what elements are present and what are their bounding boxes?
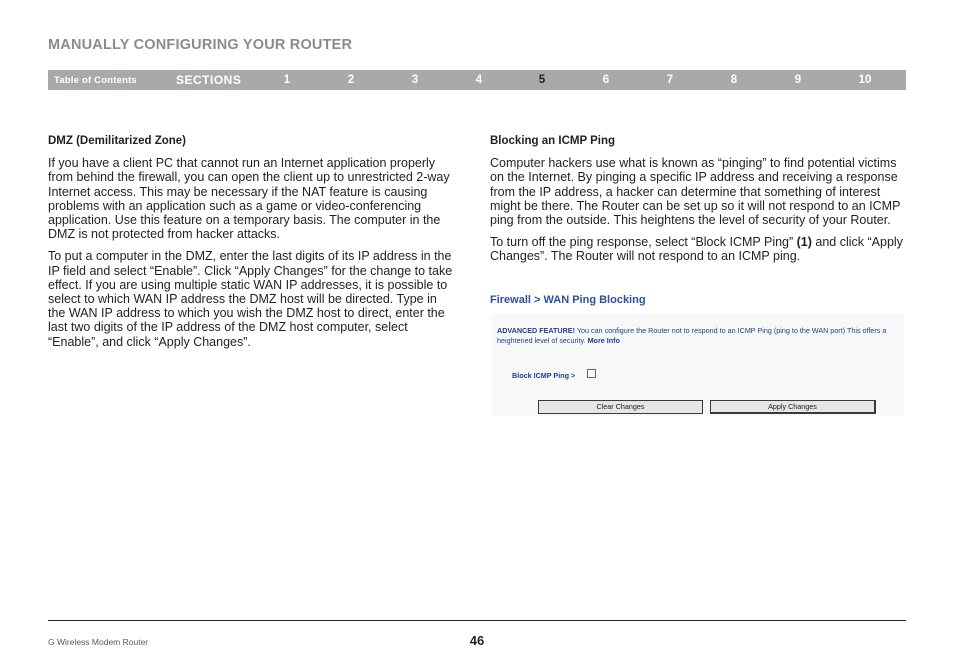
section-link-1[interactable]: 1 xyxy=(283,74,291,86)
section-link-6[interactable]: 6 xyxy=(602,74,610,86)
advanced-feature-text: You can configure the Router not to respond to an ICMP Ping (ping to the WAN port) This offers a heightened level of security. xyxy=(497,326,887,345)
callout-number: (1) xyxy=(796,235,812,250)
section-nav-bar xyxy=(48,70,906,90)
apply-changes-button[interactable]: Apply Changes xyxy=(710,400,876,414)
section-link-3[interactable]: 3 xyxy=(411,74,419,86)
section-link-9[interactable]: 9 xyxy=(794,74,802,86)
left-column xyxy=(48,134,453,357)
section-link-10[interactable]: 10 xyxy=(858,74,872,86)
advanced-feature-note xyxy=(497,326,905,346)
section-link-5-active[interactable]: 5 xyxy=(538,74,546,86)
dmz-paragraph-1: If you have a client PC that cannot run an Internet application properly from behind the firewall, you can open the client up to unrestricted 2-way Internet access. This may be necessary if the NAT feature is causing problems with an application such as a game or video-conferencing application. Use this feature on a temporary basis. The computer in the DMZ is not protected from hacker attacks. xyxy=(48,156,450,242)
dmz-paragraph-2: To put a computer in the DMZ, enter the last digits of its IP address in the IP field and select “Enable”. Click “Apply Changes” for the change to take effect. If you are using multiple static WAN IP addresses, it is possible to select to which WAN IP address the DMZ host will be directed. Type in the WAN IP address to which you wish the DMZ host to direct, enter the last two digits of the IP address of the DMZ host computer, select “Enable”, and click “Apply Changes”. xyxy=(48,249,453,349)
advanced-feature-label: ADVANCED FEATURE! xyxy=(497,326,575,335)
figure-title: Firewall > WAN Ping Blocking xyxy=(490,294,646,306)
page-section-title: MANUALLY CONFIGURING YOUR ROUTER xyxy=(48,37,353,53)
icmp-paragraph-2-end: and click “Apply Changes”. The Router will not respond to an ICMP ping. xyxy=(490,235,903,264)
dmz-heading: DMZ (Demilitarized Zone) xyxy=(48,135,187,147)
footer-product-name: G Wireless Modem Router xyxy=(48,637,149,647)
page-number: 46 xyxy=(469,633,485,648)
block-icmp-ping-checkbox[interactable] xyxy=(587,369,596,378)
table-of-contents-link[interactable]: Table of Contents xyxy=(54,75,137,86)
more-info-link[interactable]: More Info xyxy=(587,336,620,345)
footer-divider xyxy=(48,620,906,621)
block-icmp-ping-label: Block ICMP Ping > xyxy=(512,371,576,380)
section-link-2[interactable]: 2 xyxy=(347,74,355,86)
section-link-7[interactable]: 7 xyxy=(666,74,674,86)
icmp-paragraph-2-start: To turn off the ping response, select “Block ICMP Ping” xyxy=(490,235,797,250)
icmp-paragraph-1: Computer hackers use what is known as “pinging” to find potential victims on the Internet. By pinging a specific IP address and receiving a response from the IP address, a hacker can determine that something of interest might be there. The Router can be set up so it will not respond to an ICMP ping from the outside. This heightens the level of security of your Router. xyxy=(490,156,901,228)
icmp-paragraph-2 xyxy=(490,235,908,263)
clear-changes-button[interactable]: Clear Changes xyxy=(538,400,703,414)
figure-panel xyxy=(492,314,904,416)
section-link-4[interactable]: 4 xyxy=(475,74,483,86)
sections-label: SECTIONS xyxy=(176,73,242,87)
wan-ping-blocking-screenshot xyxy=(490,292,904,418)
icmp-heading: Blocking an ICMP Ping xyxy=(490,135,616,147)
section-link-8[interactable]: 8 xyxy=(730,74,738,86)
right-column xyxy=(490,134,908,272)
